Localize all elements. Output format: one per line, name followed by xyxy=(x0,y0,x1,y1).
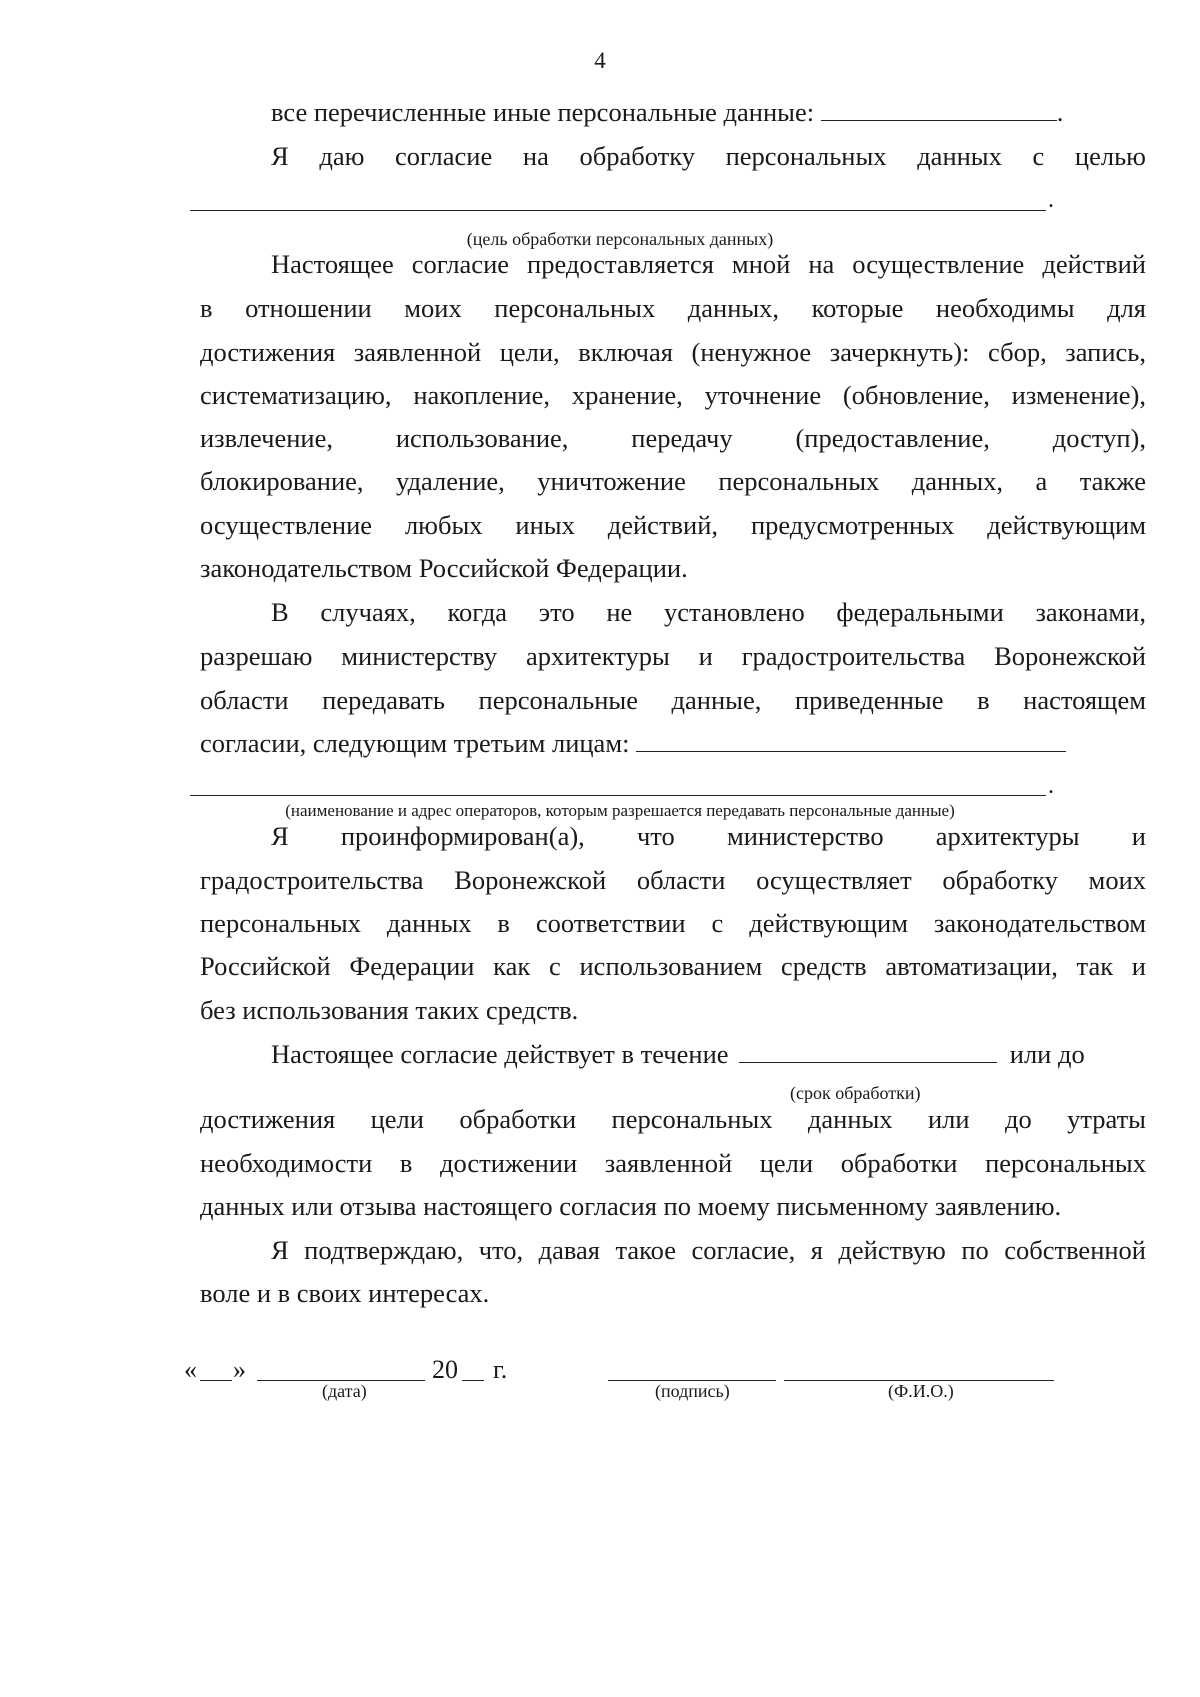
para2-line-4 xyxy=(200,727,1146,759)
para1-line-3: достижения заявленной цели, включая (ненужное зачеркнуть): сбор, запись, xyxy=(200,337,1146,367)
other-data-end: . xyxy=(1056,97,1064,127)
other-data-blank[interactable] xyxy=(821,98,1057,121)
para2-line-2: разрешаю министерству архитектуры и градостроительства Воронежской xyxy=(200,641,1146,671)
para2-line-1: В случаях, когда это не установлено федеральными законами, xyxy=(271,597,1146,627)
purpose-blank[interactable] xyxy=(190,210,1046,211)
para1-line-5: извлечение, использование, передачу (предоставление, доступ), xyxy=(200,423,1146,453)
para4-line-4: данных или отзыва настоящего согласия по моему письменному заявлению. xyxy=(200,1191,1062,1221)
purpose-line: Я даю согласие на обработку персональных данных с целью xyxy=(271,141,1146,171)
para3-line-2: градостроительства Воронежской области осуществляет обработку моих xyxy=(200,865,1146,895)
year-prefix: 20 xyxy=(432,1355,458,1384)
operators-blank[interactable] xyxy=(190,795,1046,796)
year-blank[interactable] xyxy=(462,1380,484,1381)
date-close-quote: » xyxy=(233,1355,246,1384)
other-data-text: все перечисленные иные персональные данные: xyxy=(271,97,815,127)
para3-line-1: Я проинформирован(а), что министерство архитектуры и xyxy=(271,821,1146,851)
para5-line-2: воле и в своих интересах. xyxy=(200,1278,490,1308)
term-caption: (срок обработки) xyxy=(790,1083,921,1103)
para1-line-8: законодательством Российской Федерации. xyxy=(200,553,688,583)
page-number: 4 xyxy=(594,48,606,73)
term-blank[interactable] xyxy=(739,1040,997,1063)
para1-line-6: блокирование, удаление, уничтожение персональных данных, а также xyxy=(200,466,1146,496)
purpose-caption: (цель обработки персональных данных) xyxy=(466,229,774,249)
third-parties-label: согласии, следующим третьим лицам: xyxy=(200,728,630,758)
para1-line-4: систематизацию, накопление, хранение, уточнение (обновление, изменение), xyxy=(200,380,1146,410)
para4-line-3: необходимости в достижении заявленной цели обработки персональных xyxy=(200,1148,1146,1178)
para4-line-1 xyxy=(271,1038,1146,1070)
operators-caption: (наименование и адрес операторов, которым разрешается передавать персональные данные) xyxy=(285,801,955,820)
day-blank[interactable] xyxy=(200,1380,232,1381)
para3-line-3: персональных данных в соответствии с действующим законодательством xyxy=(200,908,1146,938)
para1-line-2: в отношении моих персональных данных, которые необходимы для xyxy=(200,293,1146,323)
third-parties-blank[interactable] xyxy=(636,729,1066,752)
para4-line-2: достижения цели обработки персональных данных или до утраты xyxy=(200,1104,1146,1134)
other-data-line xyxy=(271,96,1146,128)
term-end: или до xyxy=(1009,1039,1085,1069)
signature-caption: (подпись) xyxy=(655,1381,730,1401)
purpose-end: . xyxy=(1048,187,1054,213)
date-caption: (дата) xyxy=(322,1381,367,1401)
year-suffix: г. xyxy=(493,1355,508,1384)
para1-line-1: Настоящее согласие предоставляется мной на осуществление действий xyxy=(271,249,1146,279)
full-name-caption: (Ф.И.О.) xyxy=(888,1381,954,1401)
date-open-quote: « xyxy=(184,1355,197,1384)
para5-line-1: Я подтверждаю, что, давая такое согласие, я действую по собственной xyxy=(271,1235,1146,1265)
para3-line-5: без использования таких средств. xyxy=(200,995,579,1025)
term-label: Настоящее согласие действует в течение xyxy=(271,1039,729,1069)
para3-line-4: Российской Федерации как с использованием средств автоматизации, так и xyxy=(200,951,1146,981)
para1-line-7: осуществление любых иных действий, предусмотренных действующим xyxy=(200,510,1146,540)
para2-line-3: области передавать персональные данные, приведенные в настоящем xyxy=(200,685,1146,715)
operators-end: . xyxy=(1048,773,1054,799)
